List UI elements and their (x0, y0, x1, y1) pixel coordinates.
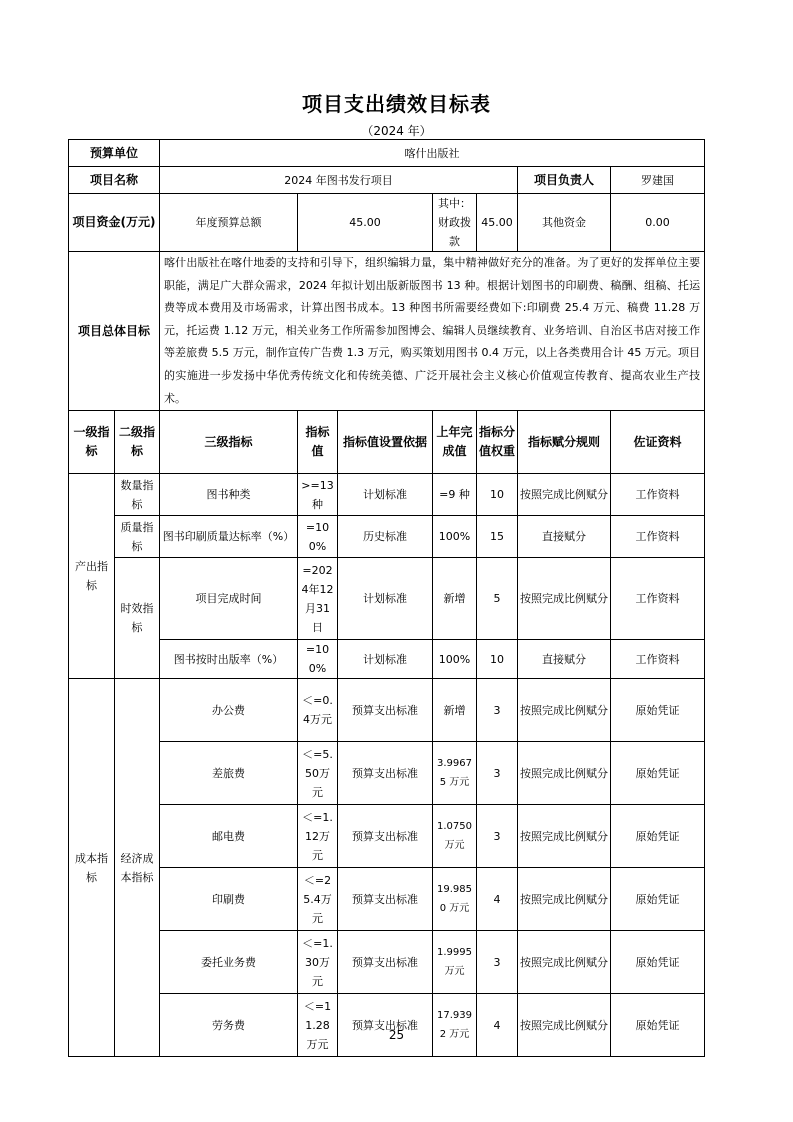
indicator-last-year: 100% (433, 516, 477, 558)
col-level2: 二级指标 (115, 411, 160, 474)
page-number: 25 (388, 1028, 405, 1042)
indicator-value: =100% (298, 516, 338, 558)
indicator-name: 差旅费 (160, 742, 298, 805)
indicator-rule: 直接赋分 (518, 640, 611, 679)
indicator-value: ＜=1.12万元 (298, 805, 338, 868)
budget-unit-value: 喀什出版社 (160, 140, 705, 167)
quality-indicator-label: 质量指标 (115, 516, 160, 558)
table-row (69, 679, 705, 742)
indicator-evidence: 原始凭证 (611, 868, 705, 931)
overall-goal-label: 项目总体目标 (69, 252, 160, 411)
indicator-name: 图书种类 (160, 474, 298, 516)
indicator-rule: 按照完成比例赋分 (518, 558, 611, 640)
row-overall-goal (69, 252, 705, 411)
indicator-evidence: 原始凭证 (611, 994, 705, 1057)
indicator-evidence: 原始凭证 (611, 805, 705, 868)
table-row (69, 558, 705, 640)
col-scoring-rule: 指标赋分规则 (518, 411, 611, 474)
output-indicator-label: 产出指标 (69, 474, 115, 679)
indicator-name: 劳务费 (160, 994, 298, 1057)
indicator-weight: 3 (477, 742, 518, 805)
col-target-value: 指标值 (298, 411, 338, 474)
other-funds-value: 0.00 (611, 194, 705, 252)
indicator-weight: 3 (477, 679, 518, 742)
indicator-weight: 3 (477, 931, 518, 994)
indicator-name: 图书印刷质量达标率（%） (160, 516, 298, 558)
indicator-evidence: 工作资料 (611, 558, 705, 640)
indicator-rule: 按照完成比例赋分 (518, 931, 611, 994)
fiscal-allocation-label: 其中：财政拨款 (433, 194, 477, 252)
indicator-name: 邮电费 (160, 805, 298, 868)
other-funds-label: 其他资金 (518, 194, 611, 252)
indicator-rule: 按照完成比例赋分 (518, 474, 611, 516)
col-evidence: 佐证资料 (611, 411, 705, 474)
indicator-weight: 4 (477, 994, 518, 1057)
table-row (69, 805, 705, 868)
row-project-name (69, 167, 705, 194)
indicator-basis: 预算支出标准 (338, 679, 433, 742)
indicator-last-year: 新增 (433, 558, 477, 640)
indicator-name: 印刷费 (160, 868, 298, 931)
col-weight: 指标分值权重 (477, 411, 518, 474)
table-row (69, 516, 705, 558)
annual-budget-label: 年度预算总额 (160, 194, 298, 252)
indicator-name: 委托业务费 (160, 931, 298, 994)
performance-table (68, 139, 705, 1057)
indicator-rule: 按照完成比例赋分 (518, 742, 611, 805)
indicator-name: 图书按时出版率（%） (160, 640, 298, 679)
indicator-value: ＜=5.50万元 (298, 742, 338, 805)
budget-unit-label: 预算单位 (69, 140, 160, 167)
indicator-rule: 直接赋分 (518, 516, 611, 558)
indicator-rule: 按照完成比例赋分 (518, 994, 611, 1057)
indicator-basis: 计划标准 (338, 474, 433, 516)
indicator-basis: 历史标准 (338, 516, 433, 558)
cost-indicator-label: 成本指标 (69, 679, 115, 1057)
indicator-value: >=13种 (298, 474, 338, 516)
column-header-row (69, 411, 705, 474)
year-label: （2024 年） (361, 124, 432, 138)
indicator-last-year: 100% (433, 640, 477, 679)
indicator-weight: 15 (477, 516, 518, 558)
economic-cost-indicator-label: 经济成本指标 (115, 679, 160, 1057)
table-row (69, 931, 705, 994)
indicator-name: 办公费 (160, 679, 298, 742)
col-last-year: 上年完成值 (433, 411, 477, 474)
indicator-last-year: 1.9995 万元 (433, 931, 477, 994)
timeliness-indicator-label: 时效指标 (115, 558, 160, 679)
indicator-value: ＜=11.28万元 (298, 994, 338, 1057)
indicator-basis: 预算支出标准 (338, 742, 433, 805)
indicator-basis: 预算支出标准 (338, 994, 433, 1057)
indicator-last-year: 新增 (433, 679, 477, 742)
indicator-last-year: 3.99675 万元 (433, 742, 477, 805)
table-row (69, 474, 705, 516)
indicator-basis: 计划标准 (338, 558, 433, 640)
quantity-indicator-label: 数量指标 (115, 474, 160, 516)
fiscal-allocation-value: 45.00 (477, 194, 518, 252)
indicator-value: ＜=25.4万元 (298, 868, 338, 931)
page-title: 项目支出绩效目标表 (302, 92, 491, 116)
col-basis: 指标值设置依据 (338, 411, 433, 474)
indicator-evidence: 工作资料 (611, 516, 705, 558)
indicator-basis: 预算支出标准 (338, 931, 433, 994)
table-row (69, 994, 705, 1057)
indicator-evidence: 原始凭证 (611, 742, 705, 805)
project-funds-label: 项目资金(万元) (69, 194, 160, 252)
overall-goal-text: 喀什出版社在喀什地委的支持和引导下，组织编辑力量，集中精神做好充分的准备。为了更好的发挥单位主要职能，满足广大群众需求，2024 年拟计划出版新版图书 13 种。根据计划图书的印刷费、稿酬、组稿、托运费等成本费用及市场需求，计算出图书成本。13 种图书所需要经费如下:印刷费 25.4 万元、稿费 11.28 万元，托运费 1.12 万元，相关业务工作所需参加图博会、编辑人员继续教育、业务培训、自治区书店对接工作等差旅费 5.5 万元，制作宣传广告费 1.3 万元，购买策划用图书 0.4 万元，以上各类费用合计 45 万元。项目的实施进一步发扬中华优秀传统文化和传统美德、广泛开展社会主义核心价值观宣传教育、提高农业生产技术。 (160, 252, 705, 411)
indicator-last-year: 1.0750 万元 (433, 805, 477, 868)
indicator-evidence: 原始凭证 (611, 679, 705, 742)
indicator-value: =2024年12月31日 (298, 558, 338, 640)
col-level3: 三级指标 (160, 411, 298, 474)
indicator-rule: 按照完成比例赋分 (518, 679, 611, 742)
indicator-weight: 3 (477, 805, 518, 868)
indicator-weight: 5 (477, 558, 518, 640)
annual-budget-value: 45.00 (298, 194, 433, 252)
project-manager-label: 项目负责人 (518, 167, 611, 194)
row-budget-unit (69, 140, 705, 167)
project-manager-value: 罗建国 (611, 167, 705, 194)
indicator-basis: 预算支出标准 (338, 868, 433, 931)
table-row (69, 868, 705, 931)
indicator-rule: 按照完成比例赋分 (518, 868, 611, 931)
indicator-value: =100% (298, 640, 338, 679)
indicator-evidence: 工作资料 (611, 640, 705, 679)
indicator-name: 项目完成时间 (160, 558, 298, 640)
indicator-last-year: 19.9850 万元 (433, 868, 477, 931)
indicator-value: ＜=0.4万元 (298, 679, 338, 742)
indicator-value: ＜=1.30万元 (298, 931, 338, 994)
indicator-basis: 计划标准 (338, 640, 433, 679)
project-name-label: 项目名称 (69, 167, 160, 194)
col-level1: 一级指标 (69, 411, 115, 474)
project-name-value: 2024 年图书发行项目 (160, 167, 518, 194)
indicator-last-year: =9 种 (433, 474, 477, 516)
indicator-weight: 10 (477, 640, 518, 679)
indicator-weight: 10 (477, 474, 518, 516)
indicator-evidence: 原始凭证 (611, 931, 705, 994)
indicator-basis: 预算支出标准 (338, 805, 433, 868)
table-row (69, 742, 705, 805)
indicator-evidence: 工作资料 (611, 474, 705, 516)
row-project-funds (69, 194, 705, 252)
indicator-weight: 4 (477, 868, 518, 931)
indicator-rule: 按照完成比例赋分 (518, 805, 611, 868)
table-row (69, 640, 705, 679)
indicator-last-year: 17.9392 万元 (433, 994, 477, 1057)
